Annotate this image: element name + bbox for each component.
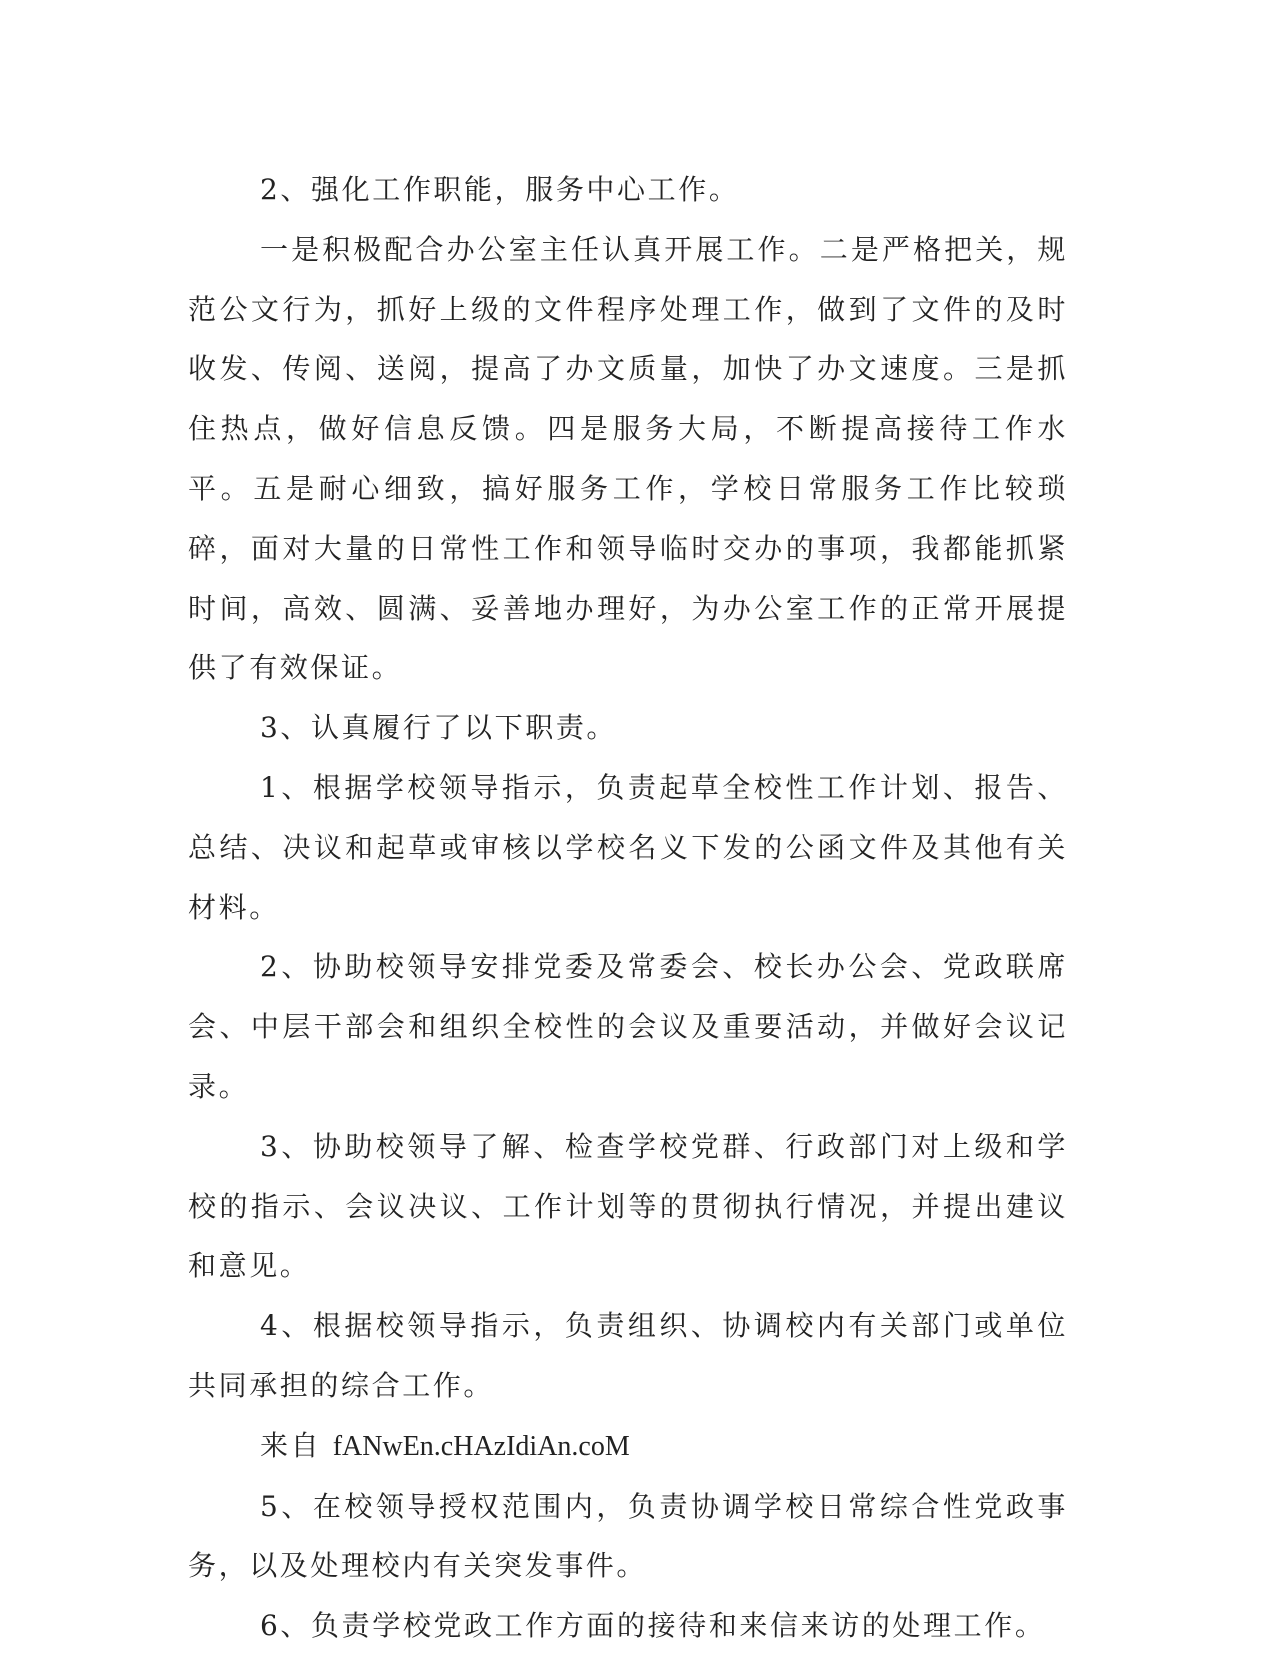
- work-summary-paragraph: 一是积极配合办公室主任认真开展工作。二是严格把关，规范公文行为，抓好上级的文件程序处理工作，做到了文件的及时收发、传阅、送阅，提高了办文质量，加快了办文速度。三是抓住热点，做好信息反馈。四是服务大局，不断提高接待工作水平。五是耐心细致，搞好服务工作，学校日常服务工作比较琐碎，面对大量的日常性工作和领导临时交办的事项，我都能抓紧时间，高效、圆满、妥善地办理好，为办公室工作的正常开展提供了有效保证。: [188, 232, 1068, 685]
- duty-item-4: 4、根据校领导指示，负责组织、协调校内有关部门或单位共同承担的综合工作。: [188, 1309, 1068, 1402]
- duty-item-6: 6、负责学校党政工作方面的接待和来信来访的处理工作。: [260, 1609, 1046, 1643]
- section-heading-2: 2、强化工作职能，服务中心工作。: [260, 173, 740, 206]
- duty-item-2: 2、协助校领导安排党委及常委会、校长办公会、党政联席会、中层干部会和组织全校性的会议及重要活动，并做好会议记录。: [188, 950, 1068, 1103]
- source-line: [188, 1416, 1068, 1477]
- duty-item-5: 5、在校领导授权范围内，负责协调学校日常综合性党政事务，以及处理校内有关突发事件。: [188, 1489, 1068, 1583]
- duty-item-1: 1、根据学校领导指示，负责起草全校性工作计划、报告、总结、决议和起草或审核以学校名义下发的公函文件及其他有关材料。: [188, 770, 1068, 924]
- section-heading-3: 3、认真履行了以下职责。: [260, 711, 618, 745]
- document-body: [188, 160, 1068, 1656]
- source-url: fANwEn.cHAzIdiAn.coM: [332, 1430, 630, 1462]
- source-prefix: 来自: [260, 1428, 333, 1462]
- duty-item-3: 3、协助校领导了解、检查学校党群、行政部门对上级和学校的指示、会议决议、工作计划等的贯彻执行情况，并提出建议和意见。: [188, 1129, 1068, 1283]
